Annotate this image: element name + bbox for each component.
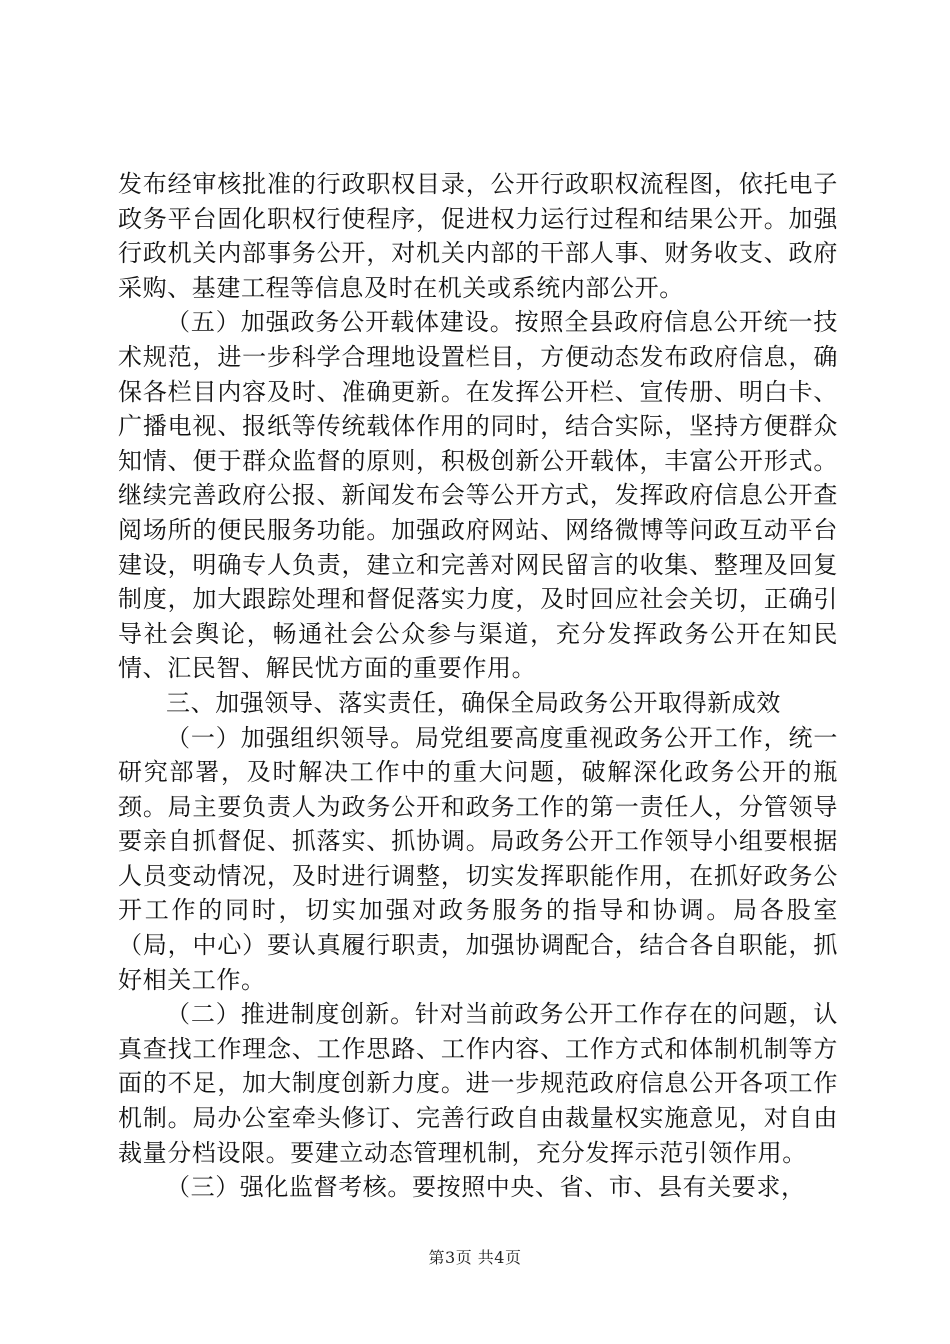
paragraph-section-5: （五）加强政务公开载体建设。按照全县政府信息公开统一技术规范，进一步科学合理地设置栏目，方便动态发布政府信息，确保各栏目内容及时、准确更新。在发挥公开栏、宣传册、明白卡、广播电视、报纸等传统载体作用的同时，结合实际，坚持方便群众知情、便于群众监督的原则，积极创新公开载体，丰富公开形式。继续完善政府公报、新闻发布会等公开方式，发挥政府信息公开查阅场所的便民服务功能。加强政府网站、网络微博等问政互动平台建设，明确专人负责，建立和完善对网民留言的收集、整理及回复制度，加大跟踪处理和督促落实力度，及时回应社会关切，正确引导社会舆论，畅通社会公众参与渠道，充分发挥政务公开在知民情、汇民智、解民忧方面的重要作用。: [118, 308, 838, 683]
paragraph-subsection-1: （一）加强组织领导。局党组要高度重视政务公开工作，统一研究部署，及时解决工作中的重大问题，破解深化政务公开的瓶颈。局主要负责人为政务公开和政务工作的第一责任人，分管领导要亲自抓督促、抓落实、抓协调。局政务公开工作领导小组要根据人员变动情况，及时进行调整，切实发挥职能作用，在抓好政务公开工作的同时，切实加强对政务服务的指导和协调。局各股室（局，中心）要认真履行职责，加强协调配合，结合各自职能，抓好相关工作。: [118, 723, 838, 994]
page-number-footer: 第3页 共4页: [428, 1248, 522, 1267]
paragraph-subsection-2: （二）推进制度创新。针对当前政务公开工作存在的问题，认真查找工作理念、工作思路、工作内容、工作方式和体制机制等方面的不足，加大制度创新力度。进一步规范政府信息公开各项工作机制。局办公室牵头修订、完善行政自由裁量权实施意见，对自由裁量分档设限。要建立动态管理机制，充分发挥示范引领作用。: [118, 1000, 838, 1167]
paragraph-continuation: 发布经审核批准的行政职权目录，公开行政职权流程图，依托电子政务平台固化职权行使程序，促进权力运行过程和结果公开。加强行政机关内部事务公开，对机关内部的干部人事、财务收支、政府采购、基建工程等信息及时在机关或系统内部公开。: [118, 170, 838, 302]
section-heading-3: 三、加强领导、落实责任，确保全局政务公开取得新成效: [166, 688, 781, 717]
document-body: [118, 167, 838, 1205]
paragraph-subsection-3: （三）强化监督考核。要按照中央、省、市、县有关要求，: [166, 1173, 806, 1202]
